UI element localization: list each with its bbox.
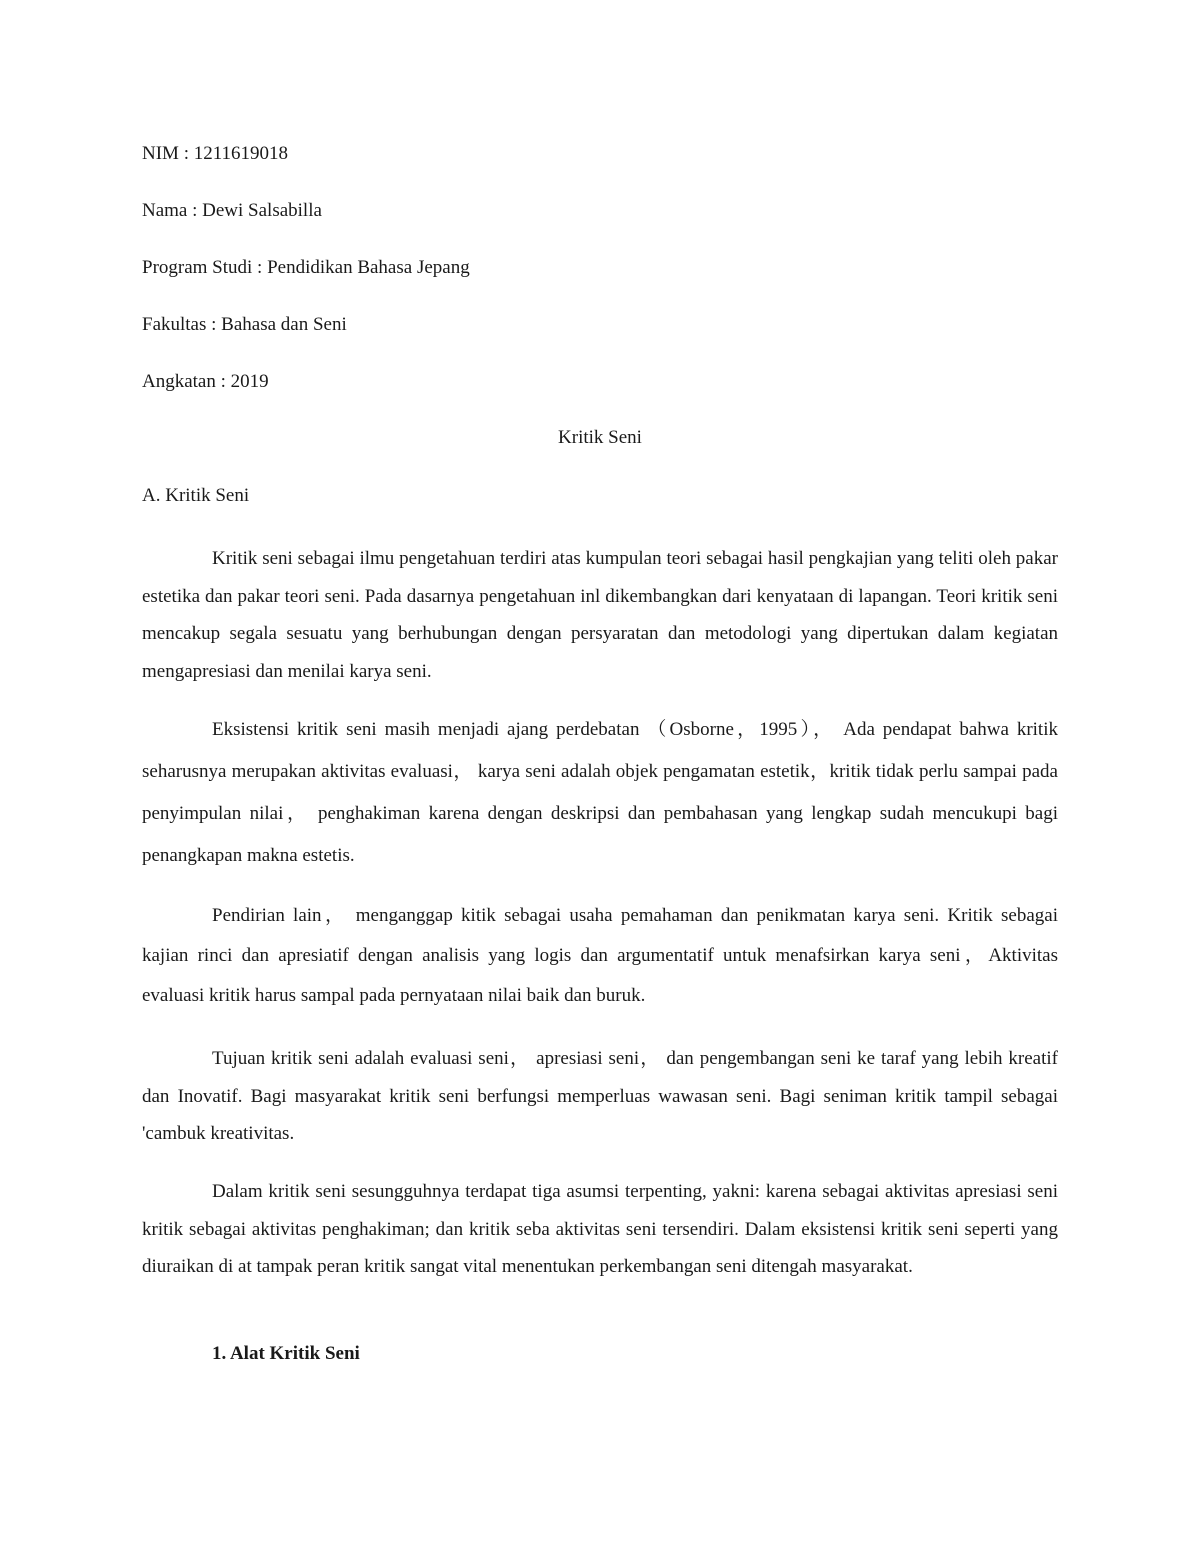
- fakultas-line: Fakultas : Bahasa dan Seni: [142, 314, 347, 335]
- section-heading-a: A. Kritik Seni: [142, 485, 250, 506]
- paragraph-5: Dalam kritik seni sesungguhnya terdapat tiga asumsi terpenting, yakni: karena sebagai aktivitas apresiasi seni kritik sebagai aktivitas penghakiman; dan kritik seba aktivitas seni tersendiri. Dalam eksistensi kritik seni seperti yang diuraikan di at tampak peran kritik sangat vital menentukan perkembangan seni ditengah masyarakat.: [142, 1181, 1058, 1277]
- angkatan-line: Angkatan : 2019: [142, 371, 269, 392]
- subheading-alat-kritik-seni: 1. Alat Kritik Seni: [212, 1343, 360, 1364]
- program-studi-line: Program Studi : Pendidikan Bahasa Jepang: [142, 257, 470, 278]
- nim-line: NIM : 1211619018: [142, 143, 289, 164]
- nama-line: Nama : Dewi Salsabilla: [142, 200, 322, 221]
- paragraph-4: Tujuan kritik seni adalah evaluasi seni， apresiasi seni， dan pengembangan seni ke taraf yang lebih kreatif dan Inovatif. Bagi masyarakat kritik seni berfungsi memperluas wawasan seni. Bagi seniman kritik tampil sebagai 'cambuk kreativitas.: [142, 1048, 1058, 1144]
- paragraph-2: Eksistensi kritik seni masih menjadi ajang perdebatan （Osborne，1995）， Ada pendapat bahwa kritik seharusnya merupakan aktivitas evaluasi， karya seni adalah objek pengamatan estetik，kritik tidak perlu sampai pada penyimpulan nilai， penghakiman karena dengan deskripsi dan pembahasan yang lengkap sudah mencukupi bagi penangkapan makna estetis.: [142, 719, 1058, 866]
- paragraph-3: Pendirian lain， menganggap kitik sebagai usaha pemahaman dan penikmatan karya seni. Kritik sebagai kajian rinci dan apresiatif dengan analisis yang logis dan argumentatif untuk menafsirkan karya seni，Aktivitas evaluasi kritik harus sampal pada pernyataan nilai baik dan buruk.: [142, 905, 1058, 1006]
- document-title: Kritik Seni: [558, 427, 642, 448]
- paragraph-1: Kritik seni sebagai ilmu pengetahuan terdiri atas kumpulan teori sebagai hasil pengkajian yang teliti oleh pakar estetika dan pakar teori seni. Pada dasarnya pengetahuan inl dikembangkan dari kenyataan di lapangan. Teori kritik seni mencakup segala sesuatu yang berhubungan dengan persyaratan dan metodologi yang dipertukan dalam kegiatan mengapresiasi dan menilai karya seni.: [142, 548, 1058, 682]
